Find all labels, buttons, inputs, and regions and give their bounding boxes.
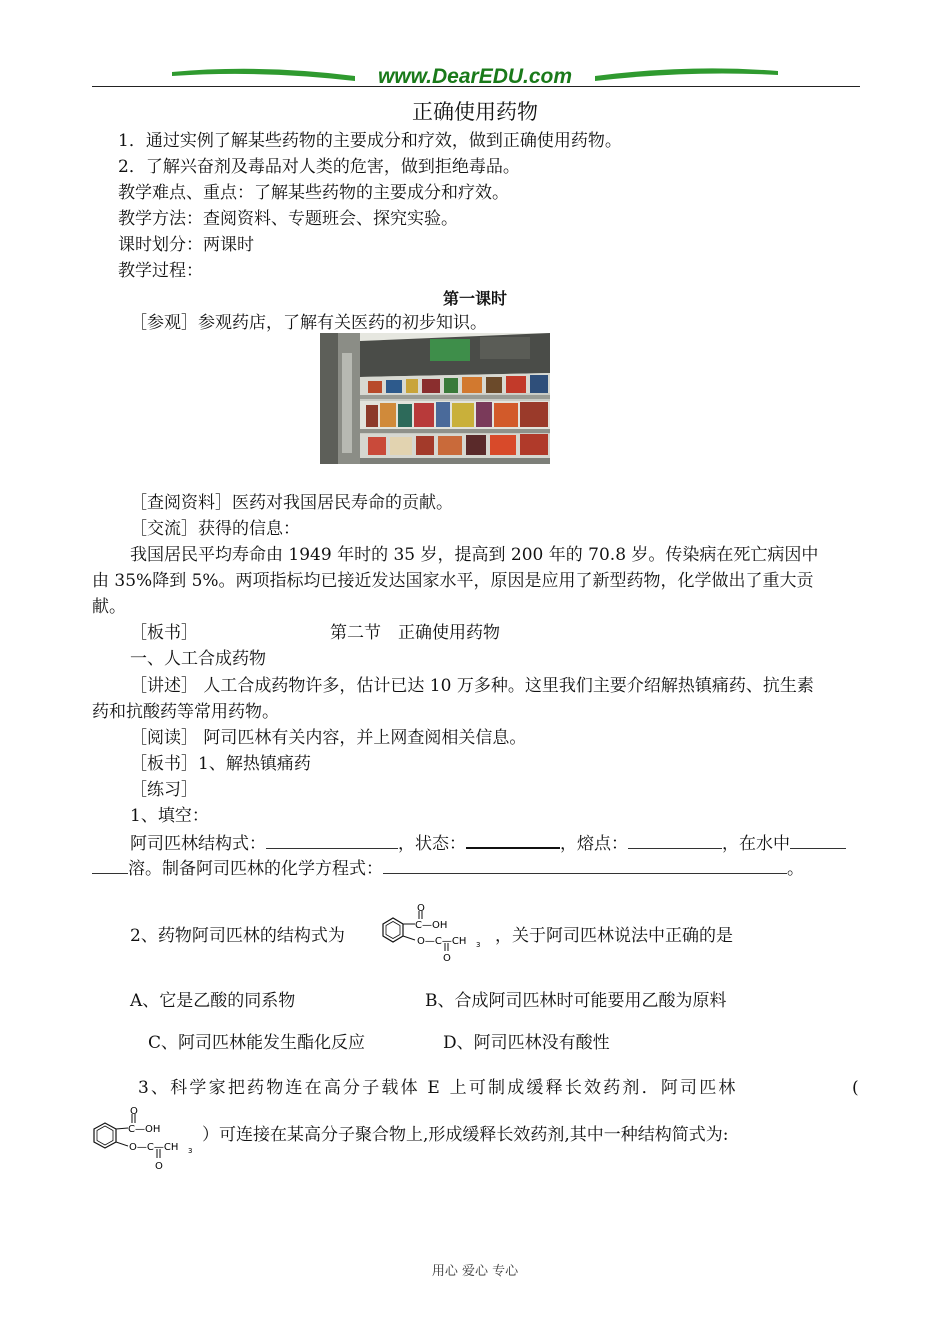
mol2-ester: O—C—CH — [129, 1142, 179, 1153]
logo-swoosh-right — [595, 68, 778, 81]
question-1-line-2 — [92, 855, 804, 882]
teaching-method: 教学方法：查阅资料、专题班会、探究实验。 — [118, 209, 458, 229]
q1-prompt-state: ，状态： — [398, 834, 466, 854]
info-line-1: 我国居民平均寿命由 1949 年时的 35 岁，提高到 200 年的 70.8 岁。传染病在死亡病因中 — [130, 545, 819, 565]
visit-note: ［参观］参观药店，了解有关医药的初步知识。 — [130, 313, 487, 333]
question-3-line-1: 3、科学家把药物连在高分子载体 E 上可制成缓释长效药剂．阿司匹林 — [138, 1078, 738, 1098]
question-1-label: 1、填空： — [130, 806, 209, 826]
practice-label: ［练习］ — [130, 780, 198, 800]
class-hours: 课时划分：两课时 — [118, 235, 254, 255]
question-2-stem-a: 2、药物阿司匹林的结构式为 — [130, 926, 345, 946]
header-rule — [92, 86, 860, 87]
mol1-o-bottom: O — [443, 953, 451, 964]
q1-prompt-equation: 溶。制备阿司匹林的化学方程式： — [128, 859, 383, 879]
structure-blank[interactable] — [266, 830, 398, 849]
mol1-sub3: 3 — [476, 941, 481, 949]
pharmacy-shelf-photo — [320, 333, 550, 464]
equation-blank[interactable] — [383, 855, 787, 874]
section-1-title: 一、人工合成药物 — [130, 649, 266, 669]
option-a[interactable]: A、它是乙酸的同系物 — [130, 991, 296, 1011]
reading-note: ［阅读］ 阿司匹林有关内容，并上网查阅相关信息。 — [130, 728, 527, 748]
q1-prompt-melting: ，熔点： — [560, 834, 628, 854]
page-footer: 用心 爱心 专心 — [431, 1264, 519, 1279]
state-blank[interactable] — [466, 829, 560, 849]
exchange-note: ［交流］获得的信息： — [130, 519, 300, 539]
solubility-blank-a[interactable] — [790, 830, 846, 849]
option-c[interactable]: C、阿司匹林能发生酯化反应 — [148, 1033, 366, 1053]
q1-end: 。 — [787, 859, 804, 879]
section-heading: 第二节 正确使用药物 — [330, 623, 500, 643]
mol2-o-bottom: O — [155, 1161, 163, 1172]
question-3-line-2: ）可连接在某高分子聚合物上,形成缓释长效药剂,其中一种结构简式为: — [202, 1125, 729, 1145]
info-line-2: 由 35%降到 5%。两项指标均已接近发达国家水平，原因是应用了新型药物，化学做出了重大贡 — [92, 571, 814, 591]
option-b[interactable]: B、合成阿司匹林时可能要用乙酸为原料 — [425, 991, 727, 1011]
info-line-3: 献。 — [92, 597, 126, 617]
mol2-sub3: 3 — [188, 1147, 193, 1155]
question-2-stem-b: ，关于阿司匹林说法中正确的是 — [495, 926, 733, 946]
option-d[interactable]: D、阿司匹林没有酸性 — [443, 1033, 610, 1053]
teaching-process: 教学过程： — [118, 261, 203, 281]
q1-prompt-water: ，在水中 — [722, 834, 790, 854]
question-3-paren: ( — [852, 1078, 859, 1098]
question-1-line-1 — [130, 829, 846, 857]
board-label: ［板书］ — [130, 623, 198, 643]
mol2-o-top: O — [130, 1106, 138, 1117]
board-note-2: ［板书］1、解热镇痛药 — [130, 754, 311, 774]
logo-text: www.DearEDU.com — [377, 65, 573, 88]
objective-1: 1．通过实例了解某些药物的主要成分和疗效，做到正确使用药物。 — [118, 131, 622, 151]
aspirin-structure-1 — [375, 902, 487, 966]
logo-swoosh-left — [172, 69, 355, 81]
mol1-o-top: O — [417, 903, 425, 914]
mol1-ester: O—C—CH — [417, 936, 467, 947]
lecture-line-1: ［讲述］ 人工合成药物许多，估计已达 10 万多种。这里我们主要介绍解热镇痛药、抗生素 — [130, 676, 814, 696]
mol2-cooh: C—OH — [128, 1124, 161, 1135]
mol1-cooh: C—OH — [415, 920, 448, 931]
objective-2: 2．了解兴奋剂及毒品对人类的危害，做到拒绝毒品。 — [118, 157, 520, 177]
research-note: ［查阅资料］医药对我国居民寿命的贡献。 — [130, 493, 453, 513]
q1-prompt-structure: 阿司匹林结构式： — [130, 834, 266, 854]
header-logo — [170, 62, 780, 88]
solubility-blank-b[interactable] — [92, 855, 128, 874]
aspirin-structure-2 — [88, 1104, 200, 1174]
key-points: 教学难点、重点：了解某些药物的主要成分和疗效。 — [118, 183, 509, 203]
page-title: 正确使用药物 — [412, 100, 538, 124]
melting-point-blank[interactable] — [628, 830, 722, 849]
lesson-heading: 第一课时 — [442, 289, 507, 308]
lecture-line-2: 药和抗酸药等常用药物。 — [92, 702, 279, 722]
